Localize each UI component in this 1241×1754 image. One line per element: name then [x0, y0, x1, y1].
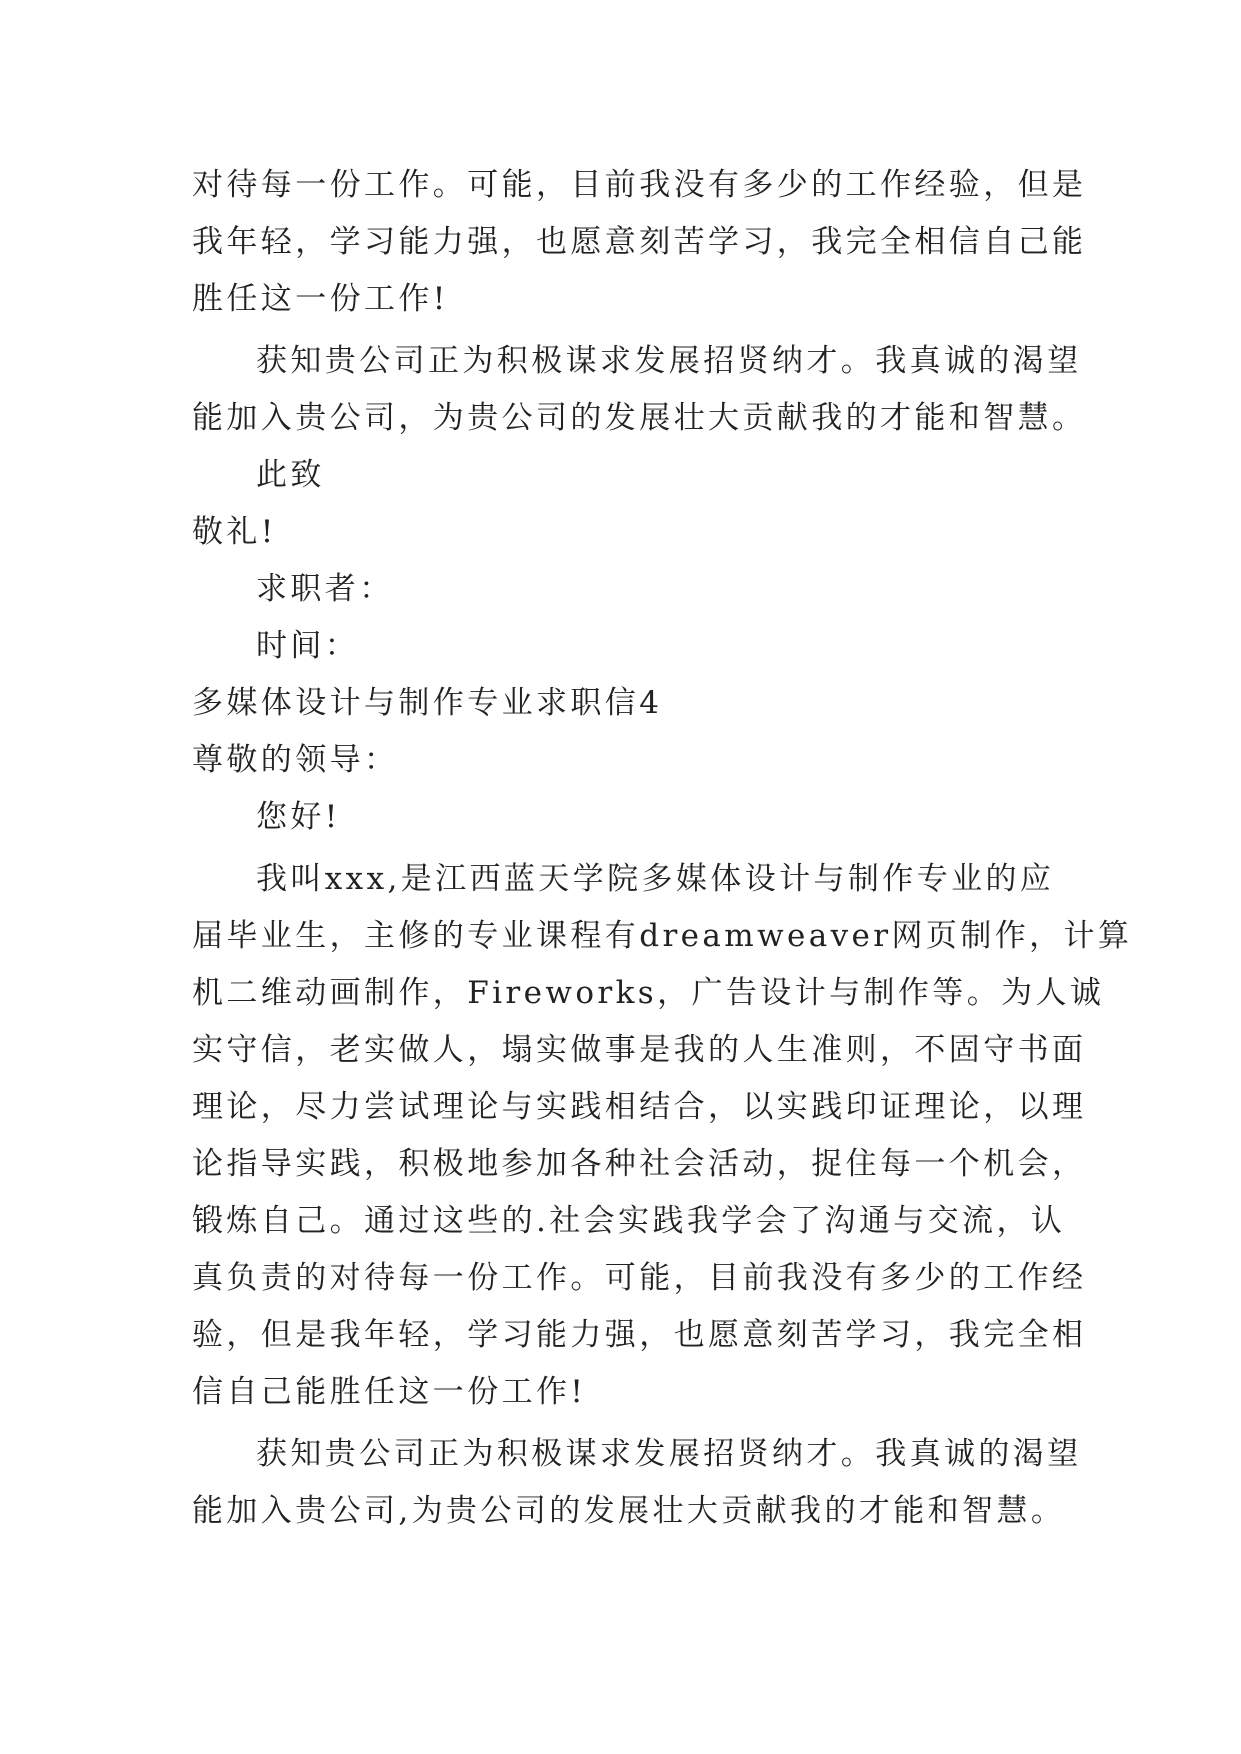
- text-line: 届毕业生，主修的专业课程有dreamweaver网页制作，计算: [192, 918, 1133, 954]
- applicant-label: 求职者：: [256, 571, 394, 607]
- text-line: 真负责的对待每一份工作。可能，目前我没有多少的工作经: [192, 1260, 1087, 1296]
- text-line: 胜任这一份工作!: [192, 281, 449, 317]
- closing-regards: 敬礼!: [192, 514, 277, 550]
- text-line: 实守信，老实做人，塌实做事是我的人生准则，不固守书面: [192, 1032, 1087, 1068]
- text-line: 获知贵公司正为积极谋求发展招贤纳才。我真诚的渴望: [256, 1436, 1082, 1472]
- text-line: 获知贵公司正为积极谋求发展招贤纳才。我真诚的渴望: [256, 343, 1082, 379]
- greeting: 您好!: [256, 799, 341, 835]
- text-line: 锻炼自己。通过这些的.社会实践我学会了沟通与交流，认: [192, 1203, 1066, 1239]
- text-line: 理论，尽力尝试理论与实践相结合，以实践印证理论，以理: [192, 1089, 1087, 1125]
- text-line: 对待每一份工作。可能，目前我没有多少的工作经验，但是: [192, 167, 1087, 203]
- text-line: 我年轻，学习能力强，也愿意刻苦学习，我完全相信自己能: [192, 224, 1087, 260]
- text-line: 机二维动画制作，Fireworks，广告设计与制作等。为人诚: [192, 975, 1105, 1011]
- date-label: 时间：: [256, 628, 360, 664]
- letter-heading: 多媒体设计与制作专业求职信4: [192, 685, 663, 721]
- text-line: 我叫xxx,是江西蓝天学院多媒体设计与制作专业的应: [256, 861, 1055, 897]
- greeting-recipient: 尊敬的领导：: [192, 742, 399, 778]
- text-line: 能加入贵公司,为贵公司的发展壮大贡献我的才能和智慧。: [192, 1493, 1066, 1529]
- text-line: 信自己能胜任这一份工作!: [192, 1374, 587, 1410]
- closing-salutation: 此致: [256, 457, 325, 493]
- text-line: 论指导实践，积极地参加各种社会活动，捉住每一个机会，: [192, 1146, 1087, 1182]
- text-line: 能加入贵公司，为贵公司的发展壮大贡献我的才能和智慧。: [192, 400, 1087, 436]
- text-line: 验，但是我年轻，学习能力强，也愿意刻苦学习，我完全相: [192, 1317, 1087, 1353]
